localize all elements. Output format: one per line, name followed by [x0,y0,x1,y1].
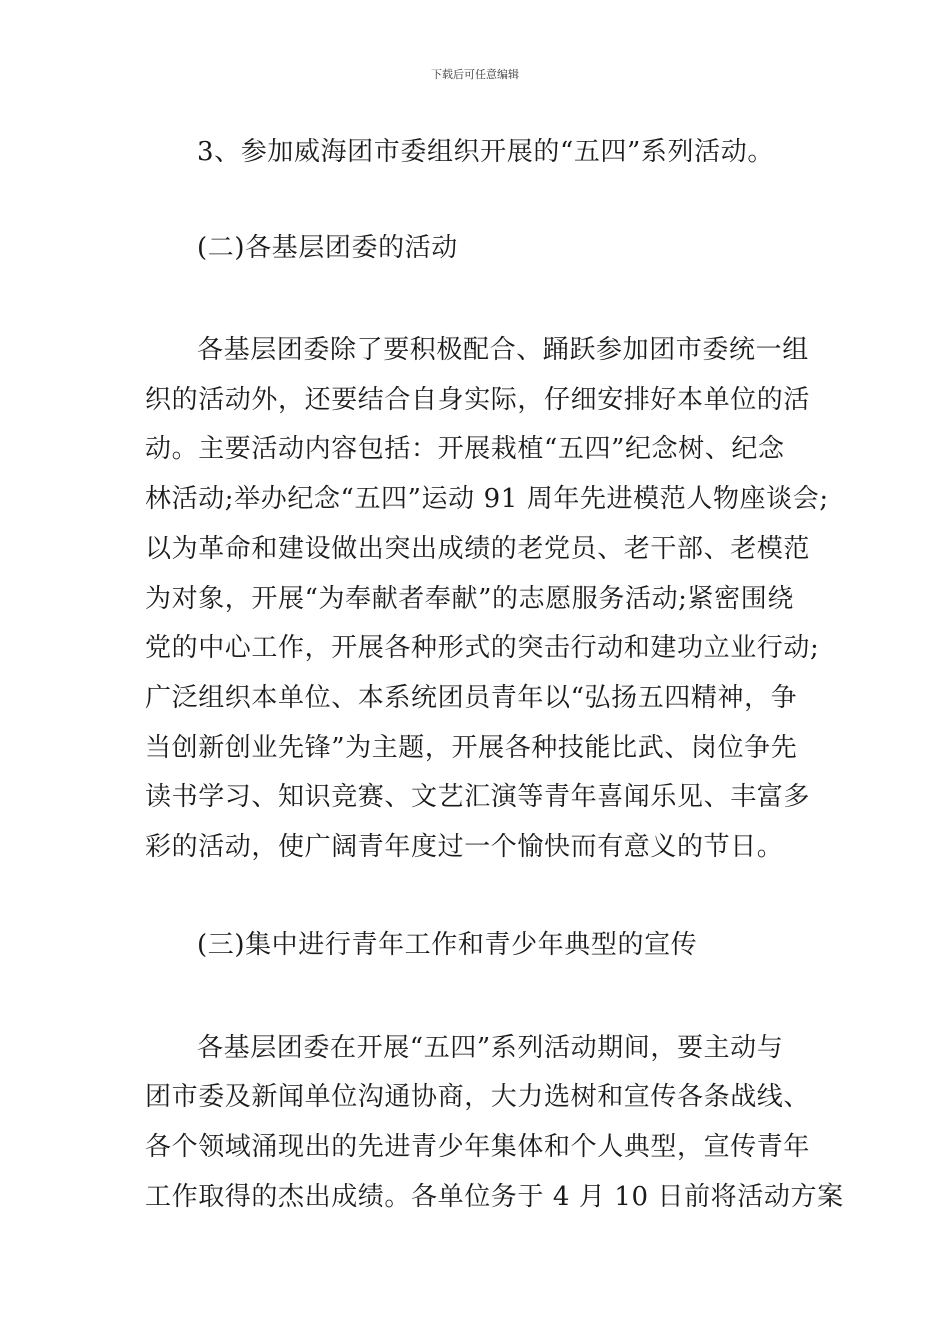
text-line: 各基层团委在开展“五四”系列活动期间，要主动与 [197,1033,784,1063]
text-line: 织的活动外，还要结合自身实际，仔细安排好本单位的活 [145,385,811,415]
text-line: 林活动;举办纪念“五四”运动 91 周年先进模范人物座谈会; [145,484,829,514]
section-heading: (三)集中进行青年工作和青少年典型的宣传 [197,930,698,960]
page-header: 下载后可任意编辑 [431,68,519,81]
text-line: 工作取得的杰出成绩。各单位务于 4 月 10 日前将活动方案 [145,1182,844,1212]
text-line: 彩的活动，使广阔青年度过一个愉快而有意义的节日。 [145,832,784,862]
text-line: 以为革命和建设做出突出成绩的老党员、老干部、老模范 [145,534,811,564]
text-line: 为对象，开展“为奉献者奉献”的志愿服务活动;紧密围绕 [145,584,794,614]
text-line: 当创新创业先锋”为主题，开展各种技能比武、岗位争先 [145,733,798,763]
section-heading: (二)各基层团委的活动 [197,233,458,263]
text-line: 党的中心工作，开展各种形式的突击行动和建功立业行动; [145,633,820,663]
text-line: 各个领域涌现出的先进青少年集体和个人典型，宣传青年 [145,1132,811,1162]
text-line: 广泛组织本单位、本系统团员青年以“弘扬五四精神，争 [145,683,798,713]
text-line: 3、参加威海团市委组织开展的“五四”系列活动。 [197,137,774,167]
text-line: 读书学习、知识竞赛、文艺汇演等青年喜闻乐见、丰富多 [145,782,811,812]
text-line: 团市委及新闻单位沟通协商，大力选树和宣传各条战线、 [145,1082,811,1112]
text-line: 动。主要活动内容包括：开展栽植“五四”纪念树、纪念 [145,434,785,464]
text-line: 各基层团委除了要积极配合、踊跃参加团市委统一组 [197,335,809,365]
